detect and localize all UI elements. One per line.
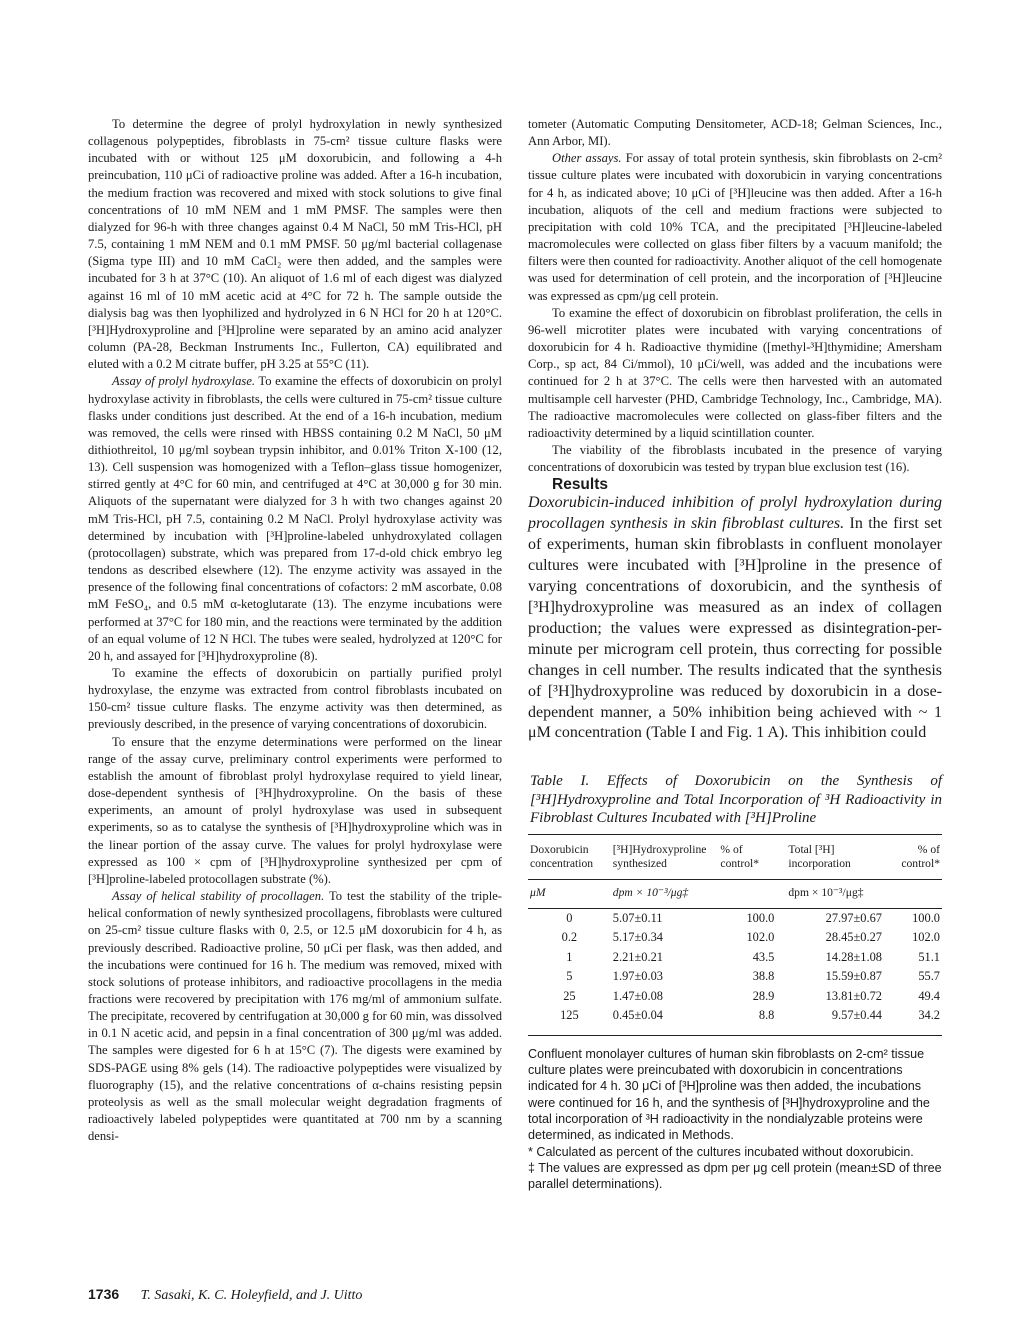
methods-paragraph-prolyl-hydroxylase — [88, 373, 502, 665]
table-cell: 125 — [528, 1006, 611, 1035]
table-cell: 55.7 — [918, 969, 940, 984]
methods-paragraph-continued: tometer (Automatic Computing Densitometer, ACD-18; Gelman Sciences, Inc., Ann Arbor, MI). — [528, 117, 942, 149]
table-cell: 5.07±0.11 — [612, 910, 663, 925]
page-number: 1736 — [88, 1286, 120, 1302]
running-authors: T. Sasaki, K. C. Holeyfield, and J. Uitto — [140, 1288, 363, 1303]
table-cell: 43.5 — [752, 949, 775, 964]
table-cell: 1 — [566, 949, 573, 964]
methods-paragraph-prolyl-hydroxylation: To determine the degree of prolyl hydroxylation in newly synthesized collagenous polypeptides, fibroblasts in 75-cm² tissue culture flasks were incubated with or without 125 μM doxorubicin, and following a 4-h preincubation, 110 μCi of radioactive proline was added. After a 16-h incubation, the medium fraction was recovered and mixed with stock solutions to give final concentrations of 10 mM NEM and 1 mM PMSF. The samples were then dialyzed for 96-h with three changes against 0.4 M NaCl, 50 mM Tris-HCl, pH 7.5, containing 1 mM NEM and 0.1 mM PMSF. 50 μg/ml bacterial collagenase (Sigma type III) and 10 mM CaCl₂ were then added, and the samples were incubated for 3 h at 37°C (10). An aliquot of 1.6 ml of each digest was dialyzed against 16 ml of 10 mM acetic acid at 4°C for 72 h. The sample outside the dialysis bag was then lyophilized and hydrolyzed in 6 N HCl for 20 h at 120°C. [³H]Hydroxyproline and [³H]proline were separated by an amino acid analyzer column (PA-28, Beckman Instruments Inc., Fullerton, CA) equilibrated and eluted with a 0.2 M citrate buffer, pH 3.25 at 55°C (11). — [88, 117, 502, 372]
table-row — [528, 948, 942, 968]
table-cell: 5.17±0.34 — [612, 930, 663, 945]
table-cell: 9.57±0.44 — [776, 1006, 884, 1035]
unit-label: dpm × 10⁻³/μg‡ — [776, 879, 884, 908]
table-notes — [528, 1046, 942, 1193]
table-row — [528, 928, 942, 948]
subsection-title: Doxorubicin-induced inhibition of prolyl hydroxylation during procollagen synthesis in skin fibroblast cultures. — [528, 494, 942, 533]
table-cell: 13.81±0.72 — [825, 988, 882, 1003]
table-cell: 1.97±0.03 — [612, 969, 663, 984]
paragraph-body: In the first set of experiments, human skin fibroblasts in confluent monolayer cultures were incubated with [³H]proline in the presence of varying concentrations of doxorubicin, and the synthesis of [³H]hydroxyproline was measured as an index of collagen production; the values were expressed as disintegration-per-minute per microgram cell protein, thus correcting for possible changes in cell number. The results indicated that the synthesis of [³H]hydroxyproline was reduced by doxorubicin in a dose-dependent manner, a 50% inhibition being achieved with ~ 1 μM concentration (Table I and Fig. 1 A). This inhibition could — [528, 515, 943, 742]
subsection-title: Assay of prolyl hydroxylase. — [112, 374, 256, 389]
unit-label: dpm × 10⁻³/μg‡ — [611, 879, 719, 908]
unit-label: μM — [528, 879, 611, 908]
table-cell: 1.47±0.08 — [612, 988, 663, 1003]
section-heading-results: Results — [552, 476, 608, 494]
table-cell: 2.21±0.21 — [612, 949, 663, 964]
table-cell: 100.0 — [912, 910, 940, 925]
table-cell: 28.45±0.27 — [825, 930, 882, 945]
table-cell: 15.59±0.87 — [825, 969, 882, 984]
methods-paragraph-purified-enzyme: To examine the effects of doxorubicin on partially purified prolyl hydroxylase, the enzyme was extracted from control fibroblasts incubated on 150-cm² tissue culture flasks. The enzyme activity was then determined, as previously described, in the presence of varying concentrations of doxorubicin. — [88, 666, 502, 732]
table-cell: 25 — [563, 988, 576, 1003]
page-footer — [88, 1286, 362, 1304]
table-cell: 0 — [566, 910, 573, 925]
table-cell: 5 — [566, 969, 573, 984]
column-header: Doxorubicin concentration — [528, 834, 611, 879]
table-cell: 28.9 — [752, 988, 775, 1003]
methods-paragraph-helical-stability — [88, 888, 502, 1145]
data-table — [528, 834, 942, 1036]
table-cell: 34.2 — [884, 1006, 942, 1035]
column-header: Total [³H] incorporation — [776, 834, 884, 879]
methods-paragraph-other-assays — [528, 150, 942, 304]
table-cell: 51.1 — [918, 949, 940, 964]
table-caption: Table I. Effects of Doxorubicin on the Synthesis of [³H]Hydroxyproline and Total Incorporation of ³H Radioactivity in Fibroblast Cultures Incubated with [³H]Proline — [530, 773, 942, 827]
paragraph-body: To examine the effects of doxorubicin on prolyl hydroxylase activity in fibroblasts, the cells were cultured in 75-cm² tissue culture flasks under conditions just described. At the end of a 16-h incubation, medium was removed, the cells were rinsed with HBSS containing 0.2 M NaCl, 50 μM dithiothreitol, 10 μg/ml soybean trypsin inhibitor, and 0.01% Triton X-100 (12, 13). Cell suspension was homogenized with a Teflon–glass tissue homogenizer, stirred gently at 4°C for 60 min, and centrifuged at 4°C at 30,000 g for 30 min. Aliquots of the supernatant were dialyzed for 3 h with two changes against 20 mM Tris-HCl, pH 7.5, containing 0.2 M NaCl. Prolyl hydroxylase activity was determined by incubation with [³H]proline-labeled unhydroxylated collagen (protocollagen) substrate, which was prepared from 17-d-old chick embryo leg tendons as described elsewhere (12). The enzyme activity was assayed in the presence of the following final concentrations of cofactors: 2 mM ascorbate, 0.08 mM FeSO₄, and 0.5 mM α-ketoglutarate (13). The enzyme incubations were performed at 37°C for 180 min, and the reactions were terminated by the addition of an equal volume of 12 N HCl. The tubes were sealed, hydrolyzed at 120°C for 20 h, and assayed for [³H]hydroxyproline (8). — [88, 374, 503, 663]
unit-label — [718, 879, 776, 908]
table-row — [528, 908, 942, 928]
results-paragraph — [528, 493, 942, 744]
paragraph-body: For assay of total protein synthesis, skin fibroblasts on 2-cm² tissue culture plates were incubated with doxorubicin in varying concentrations for 4 h, as indicated above; 10 μCi of [³H]leucine was then added. After a 16-h incubation, aliquots of the cell and medium fractions were subjected to precipitation with cold 10% TCA, and the precipitated [³H]leucine-labeled macromolecules were collected on glass fiber filters by a vacuum manifold; the filters were then counted for radioactivity. Another aliquot of the cell homogenate was used for determination of cell protein, and the incorporation of [³H]leucine was expressed as cpm/μg cell protein. — [528, 151, 942, 303]
table-row — [528, 987, 942, 1007]
table-cell: 38.8 — [752, 969, 775, 984]
column-header: % of control* — [884, 834, 942, 879]
column-header: [³H]Hydroxyproline synthesized — [611, 834, 719, 879]
table-row — [528, 967, 942, 987]
left-column — [88, 116, 502, 1145]
right-column — [528, 116, 942, 1192]
table-cell: 27.97±0.67 — [825, 910, 882, 925]
methods-paragraph-viability: The viability of the fibroblasts incubated in the presence of varying concentrations of doxorubicin was tested by trypan blue exclusion test (16). — [528, 442, 942, 475]
table-cell: 102.0 — [912, 930, 940, 945]
column-header: % of control* — [718, 834, 776, 879]
table-footnote: ‡ The values are expressed as dpm per μg cell protein (mean±SD of three parallel determinations). — [528, 1160, 942, 1192]
table-cell: 100.0 — [746, 910, 775, 925]
table-legend: Confluent monolayer cultures of human skin fibroblasts on 2-cm² tissue culture plates were preincubated with doxorubicin in concentrations indicated for 4 h. 30 μCi of [³H]proline was then added, the incubations were continued for 16 h, and the synthesis of [³H]hydroxyproline and the total incorporation of ³H radioactivity in the nondialyzable proteins were determined, as indicated in Methods. — [528, 1046, 930, 1143]
subsection-title: Assay of helical stability of procollagen. — [112, 889, 325, 904]
table-row — [528, 1006, 942, 1035]
subsection-title: Other assays. — [552, 151, 622, 166]
methods-paragraph-proliferation: To examine the effect of doxorubicin on fibroblast proliferation, the cells in 96-well microtiter plates were incubated with varying concentrations of doxorubicin for 4 h. Radioactive thymidine ([methyl-³H]thymidine; Amersham Corp., sp act, 84 Ci/mmol), 10 μCi/well, was added and the incubations were continued for 2 h at 37°C. The cells were then harvested with an automated multisample cell harvester (PHD, Cambridge Technology, Inc., Cambridge, MA). The radioactive macromolecules were collected on glass-fiber filters and the radioactivity determined by a liquid scintillation counter. — [528, 305, 942, 440]
table-cell: 8.8 — [718, 1006, 776, 1035]
table-footnote: * Calculated as percent of the cultures incubated without doxorubicin. — [528, 1144, 914, 1159]
unit-label — [884, 879, 942, 908]
table-cell: 102.0 — [746, 930, 775, 945]
table-cell: 49.4 — [918, 988, 940, 1003]
methods-paragraph-linear-range: To ensure that the enzyme determinations were performed on the linear range of the assay curve, preliminary control experiments were performed to establish the amount of fibroblast prolyl hydroxylase required to yield linear, dose-dependent synthesis of [³H]hydroxyproline. On the basis of these experiments, an amount of prolyl hydroxylase was used in subsequent experiments, so as to catalyse the synthesis of [³H]hydroxyproline which was in the linear portion of the assay curve. The values for prolyl hydroxylase were expressed as 100 × cpm of [³H]hydroxyproline synthesized per cpm of [³H]proline-labeled protocollagen substrate (%). — [88, 734, 502, 886]
table-cell: 0.2 — [561, 930, 578, 945]
paragraph-body: To test the stability of the triple-helical conformation of newly synthesized procollagens, fibroblasts were cultured on 25-cm² tissue culture flasks with 0, 2.5, or 12.5 μM doxorubicin for 4 h, as previously described. Radioactive proline, 50 μCi per flask, was then added, and the incubations were continued for 16 h. The medium was removed, mixed with stock solutions of protease inhibitors, and radioactive procollagens in the media fractions were recovered by precipitation with 176 mg/ml of ammonium sulfate. The precipitate, recovered by centrifugation at 30,000 g for 60 min, was dissolved in 0.1 N acetic acid, and pepsin in a final concentration of 300 μg/ml was added. The samples were digested for 6 h at 15°C (7). The digests were examined by SDS-PAGE using 8% gels (14). The radioactive polypeptides were visualized by fluorography (15), and the relative concentrations of α-chains resisting pepsin proteolysis as well as the small molecular weight degradation fragments of radioactively labeled polypeptides were quantitated at 700 nm by a scanning densi- — [88, 889, 502, 1144]
table-cell: 14.28±1.08 — [825, 949, 882, 964]
table-cell: 0.45±0.04 — [611, 1006, 719, 1035]
